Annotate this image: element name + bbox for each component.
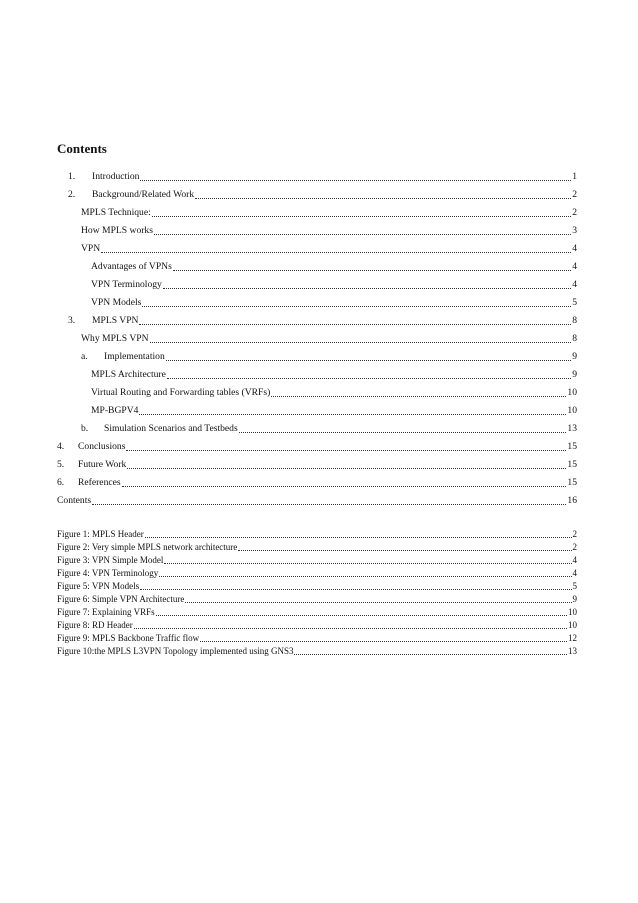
toc-title: Background/Related Work: [92, 189, 195, 200]
dot-leader: [139, 323, 571, 325]
figure-page: 2: [572, 542, 577, 552]
toc-title: How MPLS works: [81, 225, 153, 236]
dot-leader: [239, 431, 567, 433]
toc-title: VPN: [81, 243, 101, 254]
toc-entry[interactable]: [0, 493, 577, 507]
figure-entry[interactable]: [57, 606, 577, 618]
dot-leader: [159, 575, 571, 577]
figure-title: Figure 5: VPN Models: [57, 581, 140, 591]
figure-entry[interactable]: [57, 645, 577, 657]
figure-title: Figure 7: Explaining VRFs: [57, 607, 155, 617]
figure-entry[interactable]: [57, 528, 577, 540]
toc-page: 4: [572, 243, 577, 254]
dot-leader: [101, 251, 571, 253]
toc-entry[interactable]: [0, 457, 577, 471]
toc-page: 2: [572, 207, 577, 218]
toc-title: Advantages of VPNs: [91, 261, 172, 272]
toc-page: 1: [572, 171, 577, 182]
toc-page: 15: [567, 441, 577, 452]
figure-entry[interactable]: [57, 580, 577, 592]
toc-title: MPLS Technique:: [81, 207, 151, 218]
figure-page: 9: [572, 594, 577, 604]
dot-leader: [200, 640, 567, 642]
toc-title: VPN Models: [91, 297, 142, 308]
dot-leader: [92, 503, 566, 505]
dot-leader: [164, 562, 571, 564]
toc-page: 5: [572, 297, 577, 308]
dot-leader: [238, 549, 571, 551]
figure-entry[interactable]: [57, 541, 577, 553]
toc-number: 4.: [57, 441, 65, 452]
figure-page: 13: [568, 646, 577, 656]
contents-heading: Contents: [57, 141, 107, 156]
figure-page: 12: [568, 633, 577, 643]
dot-leader: [167, 377, 571, 379]
dot-leader: [134, 627, 567, 629]
toc-number: 2.: [68, 189, 76, 200]
dot-leader: [163, 287, 571, 289]
toc-page: 10: [567, 405, 577, 416]
toc-number: a.: [81, 351, 88, 362]
toc-entry[interactable]: [0, 421, 577, 435]
dot-leader: [150, 341, 572, 343]
figure-title: Figure 6: Simple VPN Architecture: [57, 594, 185, 604]
figure-entry[interactable]: [57, 632, 577, 644]
toc-page: 15: [567, 477, 577, 488]
toc-title: VPN Terminology: [91, 279, 162, 290]
toc-entry[interactable]: [0, 205, 577, 219]
figure-title: Figure 3: VPN Simple Model: [57, 555, 164, 565]
toc-entry[interactable]: [0, 475, 577, 489]
toc-page: 9: [572, 351, 577, 362]
toc-page: 2: [572, 189, 577, 200]
dot-leader: [166, 359, 571, 361]
figure-page: 5: [572, 581, 577, 591]
toc-title: Future Work: [78, 459, 127, 470]
dot-leader: [139, 413, 566, 415]
toc-title: Virtual Routing and Forwarding tables (VRFs): [91, 387, 271, 398]
toc-entry[interactable]: [0, 223, 577, 237]
toc-title: MPLS VPN: [92, 315, 139, 326]
figure-title: Figure 4: VPN Terminology: [57, 568, 159, 578]
figure-entry[interactable]: [57, 619, 577, 631]
dot-leader: [185, 601, 571, 603]
dot-leader: [156, 614, 567, 616]
toc-number: b.: [81, 423, 89, 434]
toc-entry[interactable]: [0, 349, 577, 363]
toc-page: 16: [567, 495, 577, 506]
toc-entry[interactable]: [0, 277, 577, 291]
toc-page: 13: [567, 423, 577, 434]
toc-entry[interactable]: [0, 331, 577, 345]
toc-page: 8: [572, 333, 577, 344]
dot-leader: [140, 179, 571, 181]
dot-leader: [271, 395, 566, 397]
figure-title: Figure 8: RD Header: [57, 620, 133, 630]
dot-leader: [173, 269, 571, 271]
toc-number: 1.: [68, 171, 76, 182]
dot-leader: [152, 215, 571, 217]
toc-number: 3.: [68, 315, 76, 326]
toc-entry[interactable]: [0, 367, 577, 381]
toc-entry[interactable]: [0, 241, 577, 255]
figure-page: 2: [572, 529, 577, 539]
dot-leader: [294, 653, 567, 655]
figure-title: Figure 2: Very simple MPLS network architecture: [57, 542, 238, 552]
toc-page: 15: [567, 459, 577, 470]
toc-title: Implementation: [104, 351, 165, 362]
figure-page: 10: [568, 620, 577, 630]
figure-page: 10: [568, 607, 577, 617]
toc-page: 3: [572, 225, 577, 236]
toc-title: MP-BGPV4: [91, 405, 139, 416]
toc-entry[interactable]: [0, 169, 577, 183]
dot-leader: [126, 449, 566, 451]
figure-page: 4: [572, 568, 577, 578]
dot-leader: [145, 536, 572, 538]
toc-number: 6.: [57, 477, 65, 488]
toc-page: 8: [572, 315, 577, 326]
toc-entry[interactable]: [0, 187, 577, 201]
toc-entry[interactable]: [0, 259, 577, 273]
toc-title: Contents: [57, 495, 92, 506]
toc-title: Conclusions: [78, 441, 126, 452]
toc-entry[interactable]: [0, 403, 577, 417]
toc-page: 10: [567, 387, 577, 398]
figure-title: Figure 1: MPLS Header: [57, 529, 144, 539]
dot-leader: [195, 197, 571, 199]
toc-title: Simulation Scenarios and Testbeds: [104, 423, 238, 434]
toc-entry[interactable]: [0, 439, 577, 453]
toc-entry[interactable]: [0, 313, 577, 327]
toc-title: MPLS Architecture: [91, 369, 166, 380]
dot-leader: [154, 233, 571, 235]
figure-page: 4: [572, 555, 577, 565]
figure-entry[interactable]: [57, 567, 577, 579]
figure-entry[interactable]: [57, 593, 577, 605]
toc-number: 5.: [57, 459, 65, 470]
toc-title: Introduction: [92, 171, 140, 182]
dot-leader: [142, 305, 571, 307]
figure-entry[interactable]: [57, 554, 577, 566]
dot-leader: [127, 467, 566, 469]
dot-leader: [140, 588, 571, 590]
toc-title: Why MPLS VPN: [81, 333, 149, 344]
toc-page: 9: [572, 369, 577, 380]
toc-entry[interactable]: [0, 295, 577, 309]
toc-title: References: [78, 477, 121, 488]
toc-page: 4: [572, 279, 577, 290]
toc-page: 4: [572, 261, 577, 272]
figure-title: Figure 10:the MPLS L3VPN Topology implemented using GNS3: [57, 646, 294, 656]
toc-entry[interactable]: [0, 385, 577, 399]
figure-title: Figure 9: MPLS Backbone Traffic flow: [57, 633, 200, 643]
dot-leader: [122, 485, 567, 487]
